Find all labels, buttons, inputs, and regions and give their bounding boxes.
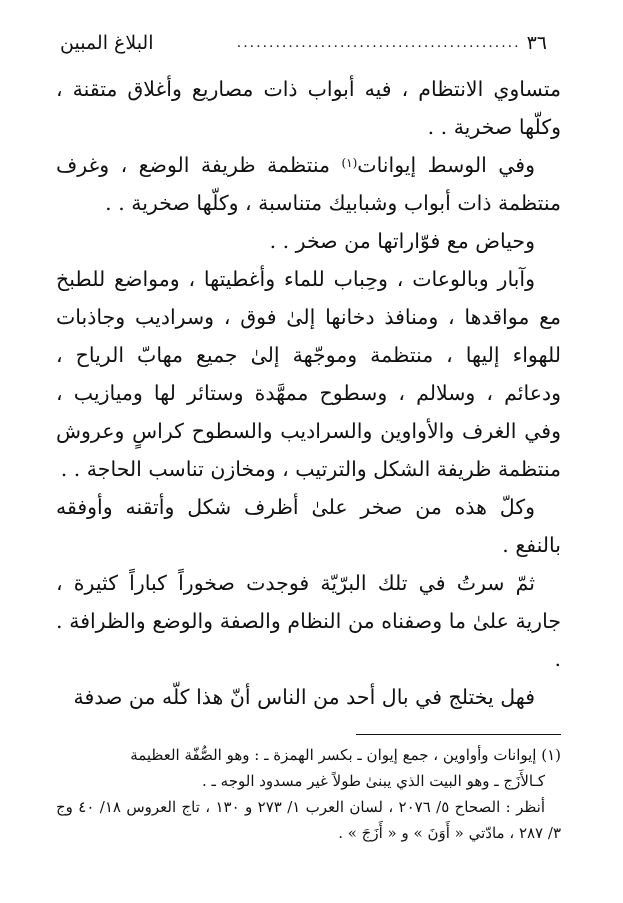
paragraph-6: ثمّ سرتُ في تلك البرّيّة فوجدت صخوراً كباراً كثيرة ، جارية علىٰ ما وصفناه من النظام والصفة والوضع والظرافة . .: [56, 571, 561, 671]
main-text: [56, 70, 561, 716]
footnote-reference: (١): [341, 156, 358, 170]
page-number: ٣٦: [526, 32, 547, 54]
footnote-line-1: (١) إيوانات وأواوين ، جمع إيوان ـ بكسر الهمزة ـ : وهو الصُّفّة العظيمة: [130, 746, 561, 764]
paragraph-4: وآبار وبالوعات ، وحِباب للماء وأغطيتها ، ومواضع للطبخ مع مواقدها ، ومنافذ دخانها إلىٰ فوق ، وسراديب وجاذبات للهواء إليها ، منتظمة وموجّهة إلىٰ جميع مهابّ الرياح ، ودعائم ، وسلالم ، وسطوح ممهَّدة وستائر لها وميازيب ، وفي الغرف والأواوين والسراديب والسطوح كراسٍ وعروش منتظمة ظريفة الشكل والترتيب ، ومخازن تناسب الحاجة . .: [56, 267, 561, 481]
paragraph-3: وحياض مع فوّاراتها من صخر . .: [269, 229, 535, 253]
header-dot-leader: ............................................: [236, 35, 521, 51]
running-header: [60, 28, 547, 58]
paragraph-7: فهل يختلج في بال أحد من الناس أنّ هذا كلّه من صدفة: [73, 685, 535, 709]
footnote-line-3: أنظر : الصحاح ٥/ ٢٠٧٦ ، لسان العرب ١/ ٢٧٣ و ١٣٠ ، تاج العروس ١٨/ ٤٠ وج ٣/ ٢٨٧ ، مادّتي « أَوَنَ » و « أَزَجَ » .: [56, 798, 561, 842]
footnote: [56, 742, 561, 846]
footnote-separator: [356, 734, 561, 735]
paragraph-2-rest: منتظمة ظريفة الوضع ، وغرف منتظمة ذات أبواب وشبابيك متناسبة ، وكلّها صخرية . .: [56, 153, 561, 215]
footnote-line-2: كـالأَزَج ـ وهو البيت الذي يبنىٰ طولاً غير مسدود الوجه ـ .: [201, 772, 545, 790]
book-title: البلاغ المبين: [60, 32, 154, 54]
paragraph-2-start: وفي الوسط إيوانات: [357, 153, 535, 177]
paragraph-2: [56, 146, 561, 222]
paragraph-1: متساوي الانتظام ، فيه أبواب ذات مصاريع وأغلاق متقنة ، وكلّها صخرية . .: [56, 77, 561, 139]
paragraph-5: وكلّ هذه من صخر علىٰ أظرف شكل وأتقنه وأوفقه بالنفع .: [56, 495, 561, 557]
